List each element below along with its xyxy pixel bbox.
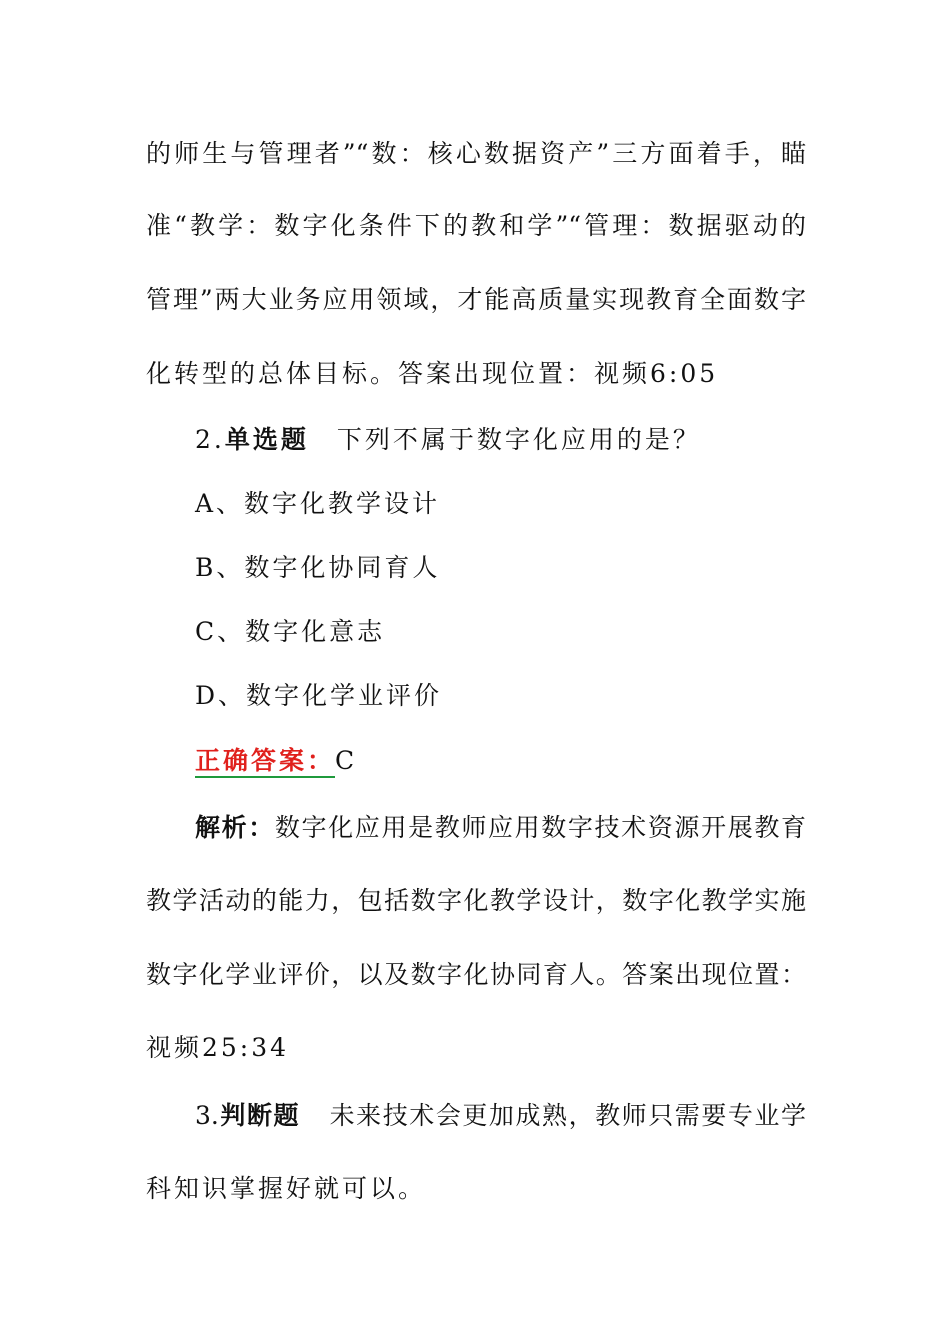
question-3-heading [195,1099,806,1133]
paragraph-line: 教学活动的能力，包括数字化教学设计，数字化教学实施 [146,886,806,915]
question-stem: 未来技术会更加成熟，教师只需要专业学 [328,1101,806,1130]
paragraph-line: 化转型的总体目标。答案出现位置：视频6:05 [146,359,719,388]
option-d: D、数字化学业评价 [195,681,443,710]
question-type: 单选题 [224,425,309,454]
paragraph-line: 科知识掌握好就可以。 [146,1174,427,1203]
correct-answer [195,744,806,778]
paragraph-line: 的师生与管理者”“数：核心数据资产”三方面着手，瞄 [146,139,806,168]
analysis-first-line [195,811,806,845]
paragraph-line: 管理”两大业务应用领域，才能高质量实现教育全面数字 [146,285,806,314]
paragraph-line: 数字化学业评价，以及数字化协同育人。答案出现位置： [146,960,806,989]
question-stem: 下列不属于数字化应用的是？ [336,425,701,454]
analysis-label: 解析： [195,813,275,842]
option-c: C、数字化意志 [195,617,386,646]
option-a: A、数字化教学设计 [195,489,441,518]
question-type: 判断题 [218,1101,301,1130]
answer-label: 正确答案： [195,746,335,778]
question-2-heading [195,423,806,457]
option-b: B、数字化协同育人 [195,553,441,582]
paragraph-line: 视频25:34 [146,1033,290,1062]
question-number: 2. [195,425,225,454]
analysis-text: 数字化应用是教师应用数字技术资源开展教育 [274,813,806,842]
paragraph-line: 准“教学：数字化条件下的教和学”“管理：数据驱动的 [146,211,806,240]
answer-value: C [335,746,358,775]
question-number: 3. [195,1101,219,1130]
